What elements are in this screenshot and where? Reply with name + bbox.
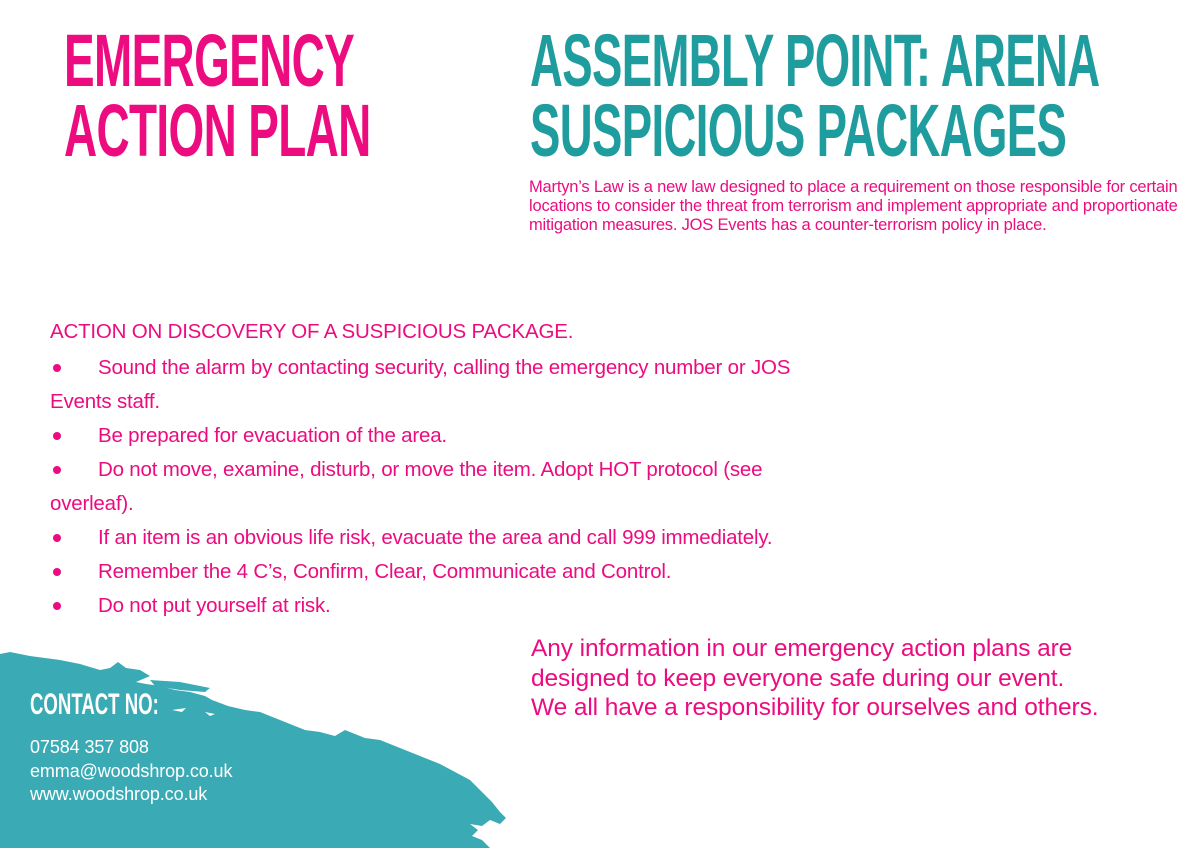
contact-phone[interactable]: 07584 357 808 [30, 737, 149, 757]
list-item: Do not put yourself at risk. [50, 589, 900, 623]
bullet-icon [50, 351, 98, 385]
title-line-2: ACTION PLAN [64, 89, 371, 172]
action-section [50, 318, 900, 623]
list-item: If an item is an obvious life risk, evacuate the area and call 999 immediately. [50, 521, 900, 555]
action-heading: ACTION ON DISCOVERY OF A SUSPICIOUS PACKAGE. [50, 320, 574, 343]
assembly-point-title [530, 19, 1100, 172]
assembly-point-line: ASSEMBLY POINT: ARENA [530, 19, 1100, 102]
list-item: Do not move, examine, disturb, or move the item. Adopt HOT protocol (see overleaf). [50, 453, 900, 521]
bullet-icon [50, 453, 98, 487]
contact-label: CONTACT NO: [30, 688, 159, 721]
contact-email[interactable]: emma@woodshrop.co.uk [30, 760, 233, 781]
bullet-icon [50, 521, 98, 555]
closing-statement: Any information in our emergency action plans are designed to keep everyone safe during our event. We all have a responsibility for ourselves and others. [531, 635, 1099, 721]
title-line-1: EMERGENCY [64, 19, 355, 102]
bullet-icon [50, 555, 98, 589]
contact-block [30, 690, 238, 807]
emergency-action-plan-title [64, 19, 371, 172]
list-item: Remember the 4 C’s, Confirm, Clear, Communicate and Control. [50, 555, 900, 589]
contact-website[interactable]: www.woodshrop.co.uk [30, 784, 208, 804]
martyns-law-intro: Martyn’s Law is a new law designed to place a requirement on those responsible for certain locations to consider the threat from terrorism and implement appropriate and proportionate mitigation measures. JOS Events has a counter-terrorism policy in place. [529, 178, 1178, 234]
bullet-icon [50, 589, 98, 623]
bullet-icon [50, 419, 98, 453]
suspicious-packages-line: SUSPICIOUS PACKAGES [530, 89, 1067, 172]
list-item: Sound the alarm by contacting security, calling the emergency number or JOS Events staff. [50, 351, 900, 419]
list-item: Be prepared for evacuation of the area. [50, 419, 900, 453]
